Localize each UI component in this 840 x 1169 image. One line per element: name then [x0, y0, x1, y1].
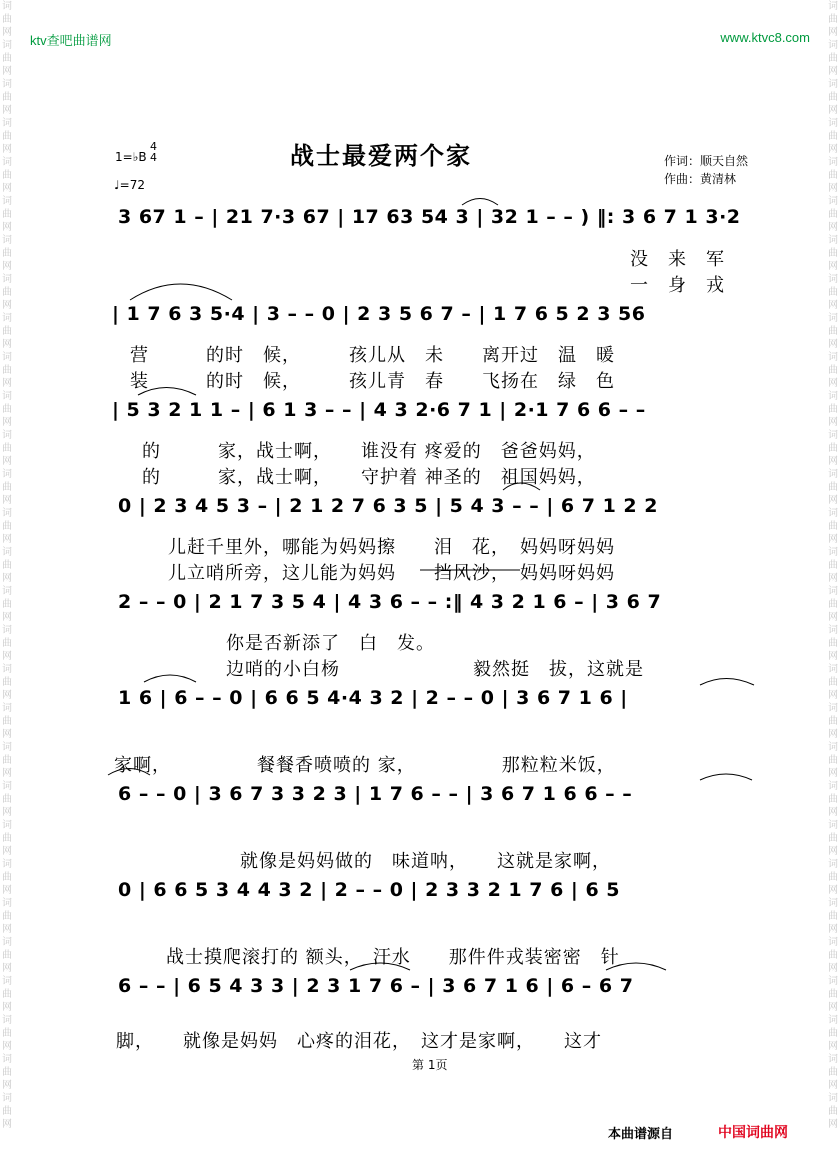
song-title: 战士最爱两个家: [290, 142, 472, 170]
composer-credit: 作曲：黄清林: [664, 172, 737, 186]
lyric-line-2-verse-1: 营 的时 候， 孩儿从 未 离开过 温 暖: [130, 345, 615, 366]
footer-source-label: 本曲谱源自: [608, 1127, 674, 1142]
lyric-line-5-verse-1: 你是否新添了 白 发。: [226, 633, 435, 654]
lyric-line-3-verse-1: 的 家，战士啊， 谁没有 疼爱的 爸爸妈妈，: [142, 441, 596, 462]
quarter-note-icon: ♩: [114, 178, 120, 192]
lyric-line-5-verse-2: 边哨的小白杨 毅然挺 拔，这就是: [226, 659, 644, 680]
notation-line-1: 3 67 1 – | 21 7·3 67 | 17 63 54 3 | 32 1 – – ) ‖: 3 6 7 1 3·2: [118, 206, 741, 228]
key-signature: 1=♭B: [115, 150, 147, 164]
notation-line-7: 6 – – 0 | 3 6 7 3 3 2 3 | 1 7 6 – – | 3 6 7 1 6 6 – –: [118, 783, 633, 805]
lyric-line-2-verse-2: 装 的时 候， 孩儿青 春 飞扬在 绿 色: [130, 371, 615, 392]
lyric-line-9: 脚， 就像是妈妈 心疼的泪花， 这才是家啊， 这才: [116, 1031, 602, 1052]
tempo-marking: ♩=72: [114, 178, 145, 192]
lyric-line-1-verse-2: 一 身 戎: [630, 275, 725, 296]
lyric-line-4-verse-2: 儿立哨所旁，这儿能为妈妈 挡风沙， 妈妈呀妈妈: [168, 563, 615, 584]
notation-line-4: 0 | 2 3 4 5 3 – | 2 1 2 7 6 3 5 | 5 4 3 – – | 6 7 1 2 2: [118, 495, 658, 517]
lyric-line-6: 家啊， 餐餐香喷喷的 家， 那粒粒米饭，: [114, 755, 616, 776]
header-site-name[interactable]: ktv查吧曲谱网: [30, 33, 112, 48]
left-watermark: 词曲网词曲网词曲网词曲网词曲网词曲网词曲网词曲网词曲网词曲网词曲网词曲网词曲网词曲网词曲网词曲网词曲网词曲网词曲网词曲网词曲网词曲网词曲网词曲网词曲网词曲网词曲网词曲网词曲网: [2, 1, 12, 1130]
lyric-line-1-verse-1: 没 来 军: [630, 249, 725, 270]
lyric-line-8: 战士摸爬滚打的 额头， 汗水 那件件戎装密密 针: [166, 947, 620, 968]
notation-line-8: 0 | 6 6 5 3 4 4 3 2 | 2 – – 0 | 2 3 3 2 1 7 6 | 6 5: [118, 879, 621, 901]
notation-line-2: | 1 7 6 3 5·4 | 3 – – 0 | 2 3 5 6 7 – | 1 7 6 5 2 3 56: [112, 303, 646, 325]
lyric-line-7: 就像是妈妈做的 味道呐， 这就是家啊，: [240, 851, 611, 872]
time-signature: 4 4: [150, 140, 157, 164]
page-number: 第 1页: [412, 1058, 448, 1072]
notation-line-9: 6 – – | 6 5 4 3 3 | 2 3 1 7 6 – | 3 6 7 1 6 | 6 – 6 7: [118, 975, 634, 997]
right-watermark: 词曲网词曲网词曲网词曲网词曲网词曲网词曲网词曲网词曲网词曲网词曲网词曲网词曲网词曲网词曲网词曲网词曲网词曲网词曲网词曲网词曲网词曲网词曲网词曲网词曲网词曲网词曲网词曲网词曲网: [828, 1, 838, 1130]
lyric-line-4-verse-1: 儿赶千里外，哪能为妈妈擦 泪 花， 妈妈呀妈妈: [168, 537, 615, 558]
notation-line-6: 1 6 | 6 – – 0 | 6 6 5 4·4 3 2 | 2 – – 0 | 3 6 7 1 6 |: [118, 687, 628, 709]
header-site-url[interactable]: www.ktvc8.com: [720, 30, 810, 45]
notation-line-3: | 5 3 2 1 1 – | 6 1 3 – – | 4 3 2·6 7 1 | 2·1 7 6 6 – –: [112, 399, 646, 421]
notation-line-5: 2 – – 0 | 2 1 7 3 5 4 | 4 3 6 – – :‖ 4 3 2 1 6 – | 3 6 7: [118, 591, 662, 613]
footer-source-site[interactable]: 中国词曲网: [718, 1125, 788, 1141]
lyricist-credit: 作词：顺天自然: [664, 154, 749, 168]
lyric-line-3-verse-2: 的 家，战士啊， 守护着 神圣的 祖国妈妈，: [142, 467, 596, 488]
